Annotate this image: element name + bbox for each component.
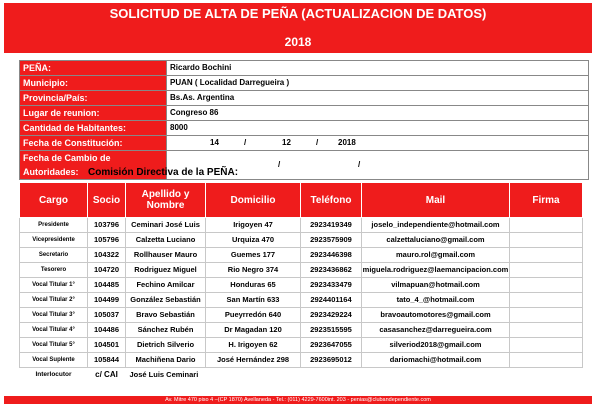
cell-cargo: Secretario — [20, 248, 88, 263]
comision-title: Comisión Directiva de la PEÑA: — [88, 167, 239, 178]
table-row — [20, 308, 583, 323]
constitucion-label: Fecha de Constitución: — [20, 136, 167, 151]
table-row — [20, 218, 583, 233]
cell-cargo: Presidente — [20, 218, 88, 233]
cell-socio: 105796 — [88, 233, 126, 248]
municipio-value[interactable]: PUAN ( Localidad Darregueira ) — [167, 76, 589, 91]
table-row — [20, 263, 583, 278]
header-firma: Firma — [510, 183, 583, 218]
cell-nombre: Sánchez Rubén — [126, 323, 206, 338]
cell-firma[interactable] — [510, 323, 583, 338]
cell-firma[interactable] — [510, 353, 583, 368]
cell-mail: dariomachi@hotmail.com — [362, 353, 510, 368]
cell-domicilio: José Hernández 298 — [206, 353, 301, 368]
provincia-value[interactable]: Bs.As. Argentina — [167, 91, 589, 106]
cell-firma[interactable] — [510, 233, 583, 248]
page-title: SOLICITUD DE ALTA DE PEÑA (ACTUALIZACION DE DATOS) — [109, 6, 487, 21]
header-mail: Mail — [362, 183, 510, 218]
header-apellido: Apellido y Nombre — [126, 183, 206, 218]
cell-socio: 105037 — [88, 308, 126, 323]
cell-domicilio: San Martín 633 — [206, 293, 301, 308]
cell-telefono: 2924401164 — [301, 293, 362, 308]
cell-mail: casasanchez@darregueira.com — [362, 323, 510, 338]
date-separator: / — [244, 138, 247, 147]
cell-mail: calzettaluciano@gmail.com — [362, 233, 510, 248]
footer-bar: Av. Mitre 470 piso 4 –(CP 1870) Avellaneda - Tel.: (011) 4229-7600int. 203 - penias@clubandependiente.com — [4, 396, 592, 404]
cell-firma[interactable] — [510, 248, 583, 263]
header-cargo: Cargo — [20, 183, 88, 218]
municipio-label: Municipio: — [20, 76, 167, 91]
pena-label: PEÑA: — [20, 61, 167, 76]
info-row-provincia — [20, 91, 589, 106]
cell-nombre: Dietrich Silverio — [126, 338, 206, 353]
table-row — [20, 233, 583, 248]
constitucion-date[interactable] — [167, 136, 589, 151]
cambio-label: Fecha de Cambio de Autoridades: — [20, 151, 167, 180]
cell-domicilio: H. Irigoyen 62 — [206, 338, 301, 353]
header-socio: Socio — [88, 183, 126, 218]
pena-info-table — [19, 60, 589, 180]
table-row — [20, 278, 583, 293]
cell-firma[interactable] — [510, 308, 583, 323]
table-row — [20, 248, 583, 263]
constitucion-year: 2018 — [338, 138, 356, 147]
info-row-lugar — [20, 106, 589, 121]
cell-cargo: Vocal Suplente — [20, 353, 88, 368]
cell-cargo: Tesorero — [20, 263, 88, 278]
cell-mail: tato_4_@hotmail.com — [362, 293, 510, 308]
cell-mail: silveriod2018@gmail.com — [362, 338, 510, 353]
cell-telefono: 2923515595 — [301, 323, 362, 338]
cell-nombre: González Sebastián — [126, 293, 206, 308]
interlocutor-socio: c/ CAI — [95, 370, 118, 379]
cell-nombre: Bravo Sebastián — [126, 308, 206, 323]
cell-domicilio: Dr Magadan 120 — [206, 323, 301, 338]
habitantes-value[interactable]: 8000 — [167, 121, 589, 136]
interlocutor-nombre: José Luis Ceminari — [129, 370, 199, 379]
date-separator: / — [278, 160, 281, 169]
cell-telefono: 2923647055 — [301, 338, 362, 353]
cell-firma[interactable] — [510, 293, 583, 308]
cell-firma[interactable] — [510, 338, 583, 353]
lugar-value[interactable]: Congreso 86 — [167, 106, 589, 121]
cell-cargo: Vocal Titular 3° — [20, 308, 88, 323]
cell-domicilio: Honduras 65 — [206, 278, 301, 293]
provincia-label: Provincia/País: — [20, 91, 167, 106]
comision-table — [19, 182, 583, 382]
interlocutor-row — [20, 368, 583, 383]
table-row — [20, 338, 583, 353]
table-row — [20, 323, 583, 338]
cell-socio: 104501 — [88, 338, 126, 353]
header-telefono: Teléfono — [301, 183, 362, 218]
cell-domicilio: Urquiza 470 — [206, 233, 301, 248]
cell-socio: 105844 — [88, 353, 126, 368]
cell-telefono: 2923419349 — [301, 218, 362, 233]
cell-telefono: 2923429224 — [301, 308, 362, 323]
cell-firma[interactable] — [510, 278, 583, 293]
cell-socio: 104720 — [88, 263, 126, 278]
cell-telefono: 2923433479 — [301, 278, 362, 293]
lugar-label: Lugar de reunion: — [20, 106, 167, 121]
cell-socio: 104499 — [88, 293, 126, 308]
cell-socio: 104485 — [88, 278, 126, 293]
cell-nombre: Ceminari José Luis — [126, 218, 206, 233]
info-row-pena — [20, 61, 589, 76]
cell-cargo: Vocal Titular 1° — [20, 278, 88, 293]
cell-nombre: Machiñena Dario — [126, 353, 206, 368]
cell-cargo: Vocal Titular 4° — [20, 323, 88, 338]
cell-domicilio: Guemes 177 — [206, 248, 301, 263]
header-banner — [4, 3, 592, 53]
header-domicilio: Domicilio — [206, 183, 301, 218]
cell-nombre: Rodriguez Miguel — [126, 263, 206, 278]
page-year: 2018 — [284, 35, 312, 49]
table-row — [20, 293, 583, 308]
table-header-row — [20, 183, 583, 218]
cell-mail: joselo_independiente@hotmail.com — [362, 218, 510, 233]
comision-table-body — [20, 218, 583, 383]
cell-firma[interactable] — [510, 263, 583, 278]
habitantes-label: Cantidad de Habitantes: — [20, 121, 167, 136]
date-separator: / — [316, 138, 319, 147]
cell-socio: 104486 — [88, 323, 126, 338]
cell-domicilio: Pueyrredón 640 — [206, 308, 301, 323]
info-row-habitantes — [20, 121, 589, 136]
interlocutor-cargo: Interlocutor — [35, 371, 72, 378]
cell-domicilio: Irigoyen 47 — [206, 218, 301, 233]
constitucion-month: 12 — [282, 138, 291, 147]
cell-telefono: 2923575909 — [301, 233, 362, 248]
cell-domicilio: Rio Negro 374 — [206, 263, 301, 278]
cell-cargo: Vocal Titular 2° — [20, 293, 88, 308]
cell-telefono: 2923446398 — [301, 248, 362, 263]
cell-nombre: Calzetta Luciano — [126, 233, 206, 248]
info-row-constitucion — [20, 136, 589, 151]
cell-cargo: Vocal Titular 5° — [20, 338, 88, 353]
info-row-municipio — [20, 76, 589, 91]
cell-socio: 103796 — [88, 218, 126, 233]
cell-telefono: 2923695012 — [301, 353, 362, 368]
cell-telefono: 2923436862 — [301, 263, 362, 278]
cell-cargo: Vicepresidente — [20, 233, 88, 248]
cell-mail: bravoautomotores@gmail.com — [362, 308, 510, 323]
cell-socio: 104322 — [88, 248, 126, 263]
cell-mail: miguela.rodriguez@laemancipacion.com — [362, 263, 510, 278]
cell-nombre: Fechino Amilcar — [126, 278, 206, 293]
cell-nombre: Rollhauser Mauro — [126, 248, 206, 263]
cell-firma[interactable] — [510, 218, 583, 233]
pena-value[interactable]: Ricardo Bochini — [167, 61, 589, 76]
date-separator: / — [358, 160, 361, 169]
constitucion-day: 14 — [210, 138, 219, 147]
cell-mail: vilmapuan@hotmail.com — [362, 278, 510, 293]
cell-mail: mauro.rol@gmail.com — [362, 248, 510, 263]
table-row — [20, 353, 583, 368]
